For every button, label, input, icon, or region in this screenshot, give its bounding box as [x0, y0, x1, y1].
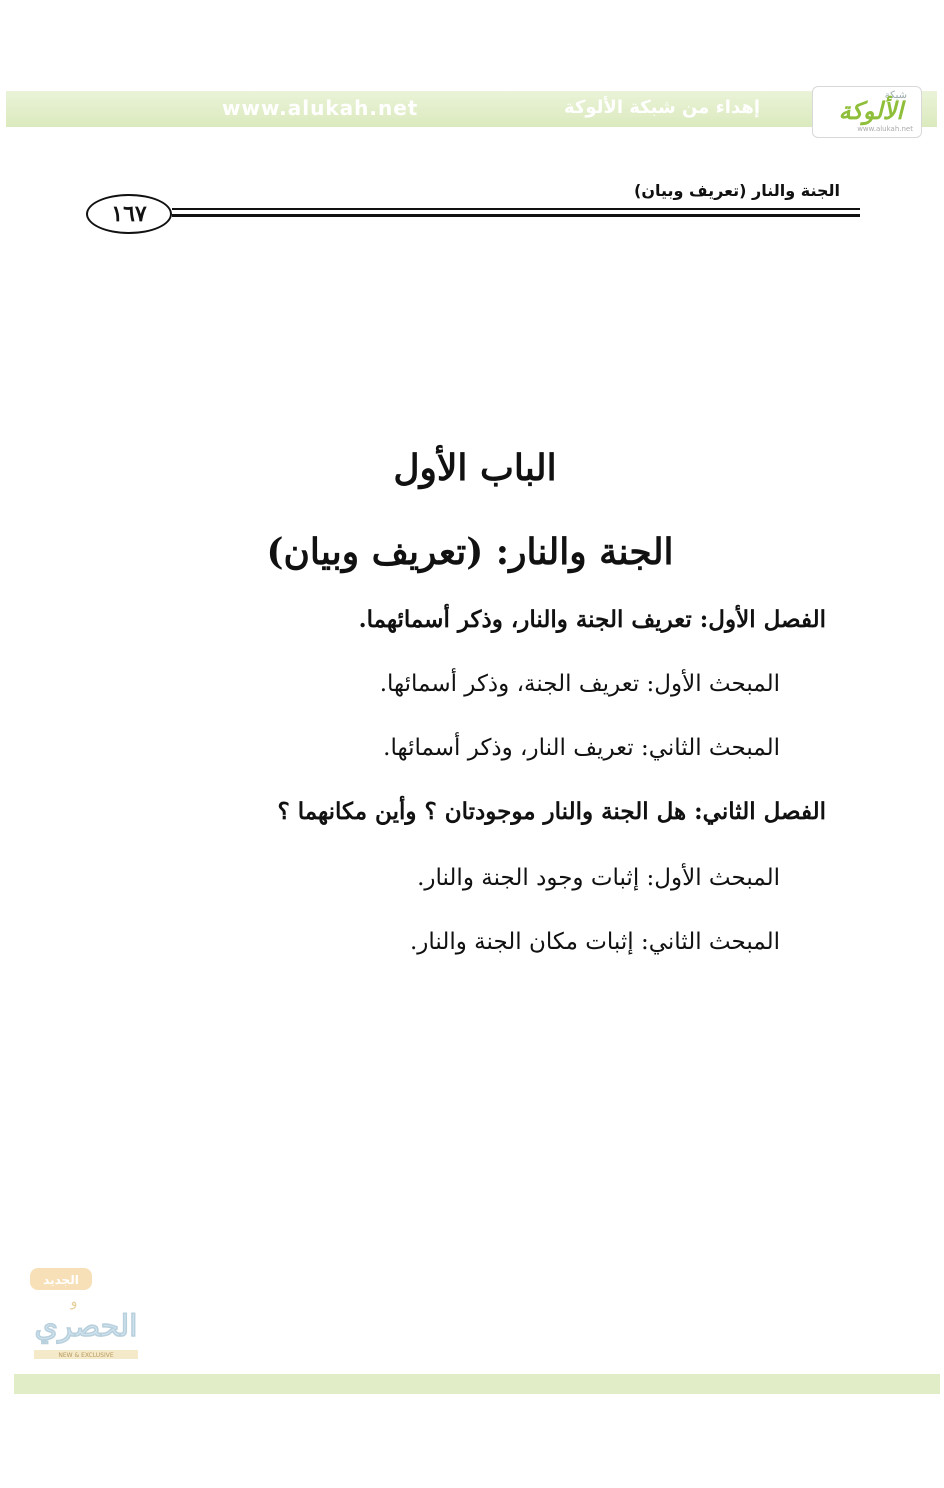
- table-of-contents: [170, 596, 826, 976]
- chapter-subtitle: الجنة والنار: (تعريف وبيان): [266, 531, 674, 573]
- banner-url[interactable]: www.alukah.net: [222, 96, 419, 120]
- logo-top-text: الجديد: [43, 1273, 79, 1287]
- page-number: ١٦٧: [86, 194, 172, 234]
- toc-section: الفصل الأول: تعريف الجنة والنار، وذكر أسمائهما.: [358, 606, 826, 633]
- logo-url-text: www.alukah.net: [857, 125, 913, 133]
- toc-topic: المبحث الأول: تعريف الجنة، وذكر أسمائها.: [379, 671, 780, 697]
- footer-band: [14, 1374, 940, 1394]
- running-title: الجنة والنار (تعريف وبيان): [634, 181, 840, 200]
- toc-topic: المبحث الأول: إثبات وجود الجنة والنار.: [417, 865, 780, 891]
- logo-sub-text: NEW & EXCLUSIVE: [58, 1352, 114, 1359]
- header-rule-thick: [172, 214, 860, 217]
- logo-main-text: الحصري: [34, 1309, 138, 1344]
- logo-mid-text: و: [70, 1294, 78, 1310]
- chapter-heading: الباب الأول: [393, 447, 557, 489]
- alukah-logo[interactable]: [812, 86, 922, 138]
- toc-topic: المبحث الثاني: إثبات مكان الجنة والنار.: [410, 929, 780, 955]
- logo-small-text: شبكة: [884, 90, 907, 101]
- logo-main-text: الألوكة: [838, 97, 903, 125]
- header-rule-thin: [172, 208, 860, 210]
- header-banner: [6, 91, 937, 127]
- new-exclusive-logo: [28, 1262, 142, 1362]
- toc-topic: المبحث الثاني: تعريف النار، وذكر أسمائها.: [383, 735, 780, 761]
- banner-gift-text: إهداء من شبكة الألوكة: [564, 97, 760, 118]
- toc-section: الفصل الثاني: هل الجنة والنار موجودتان ؟ وأين مكانهما ؟: [277, 798, 826, 825]
